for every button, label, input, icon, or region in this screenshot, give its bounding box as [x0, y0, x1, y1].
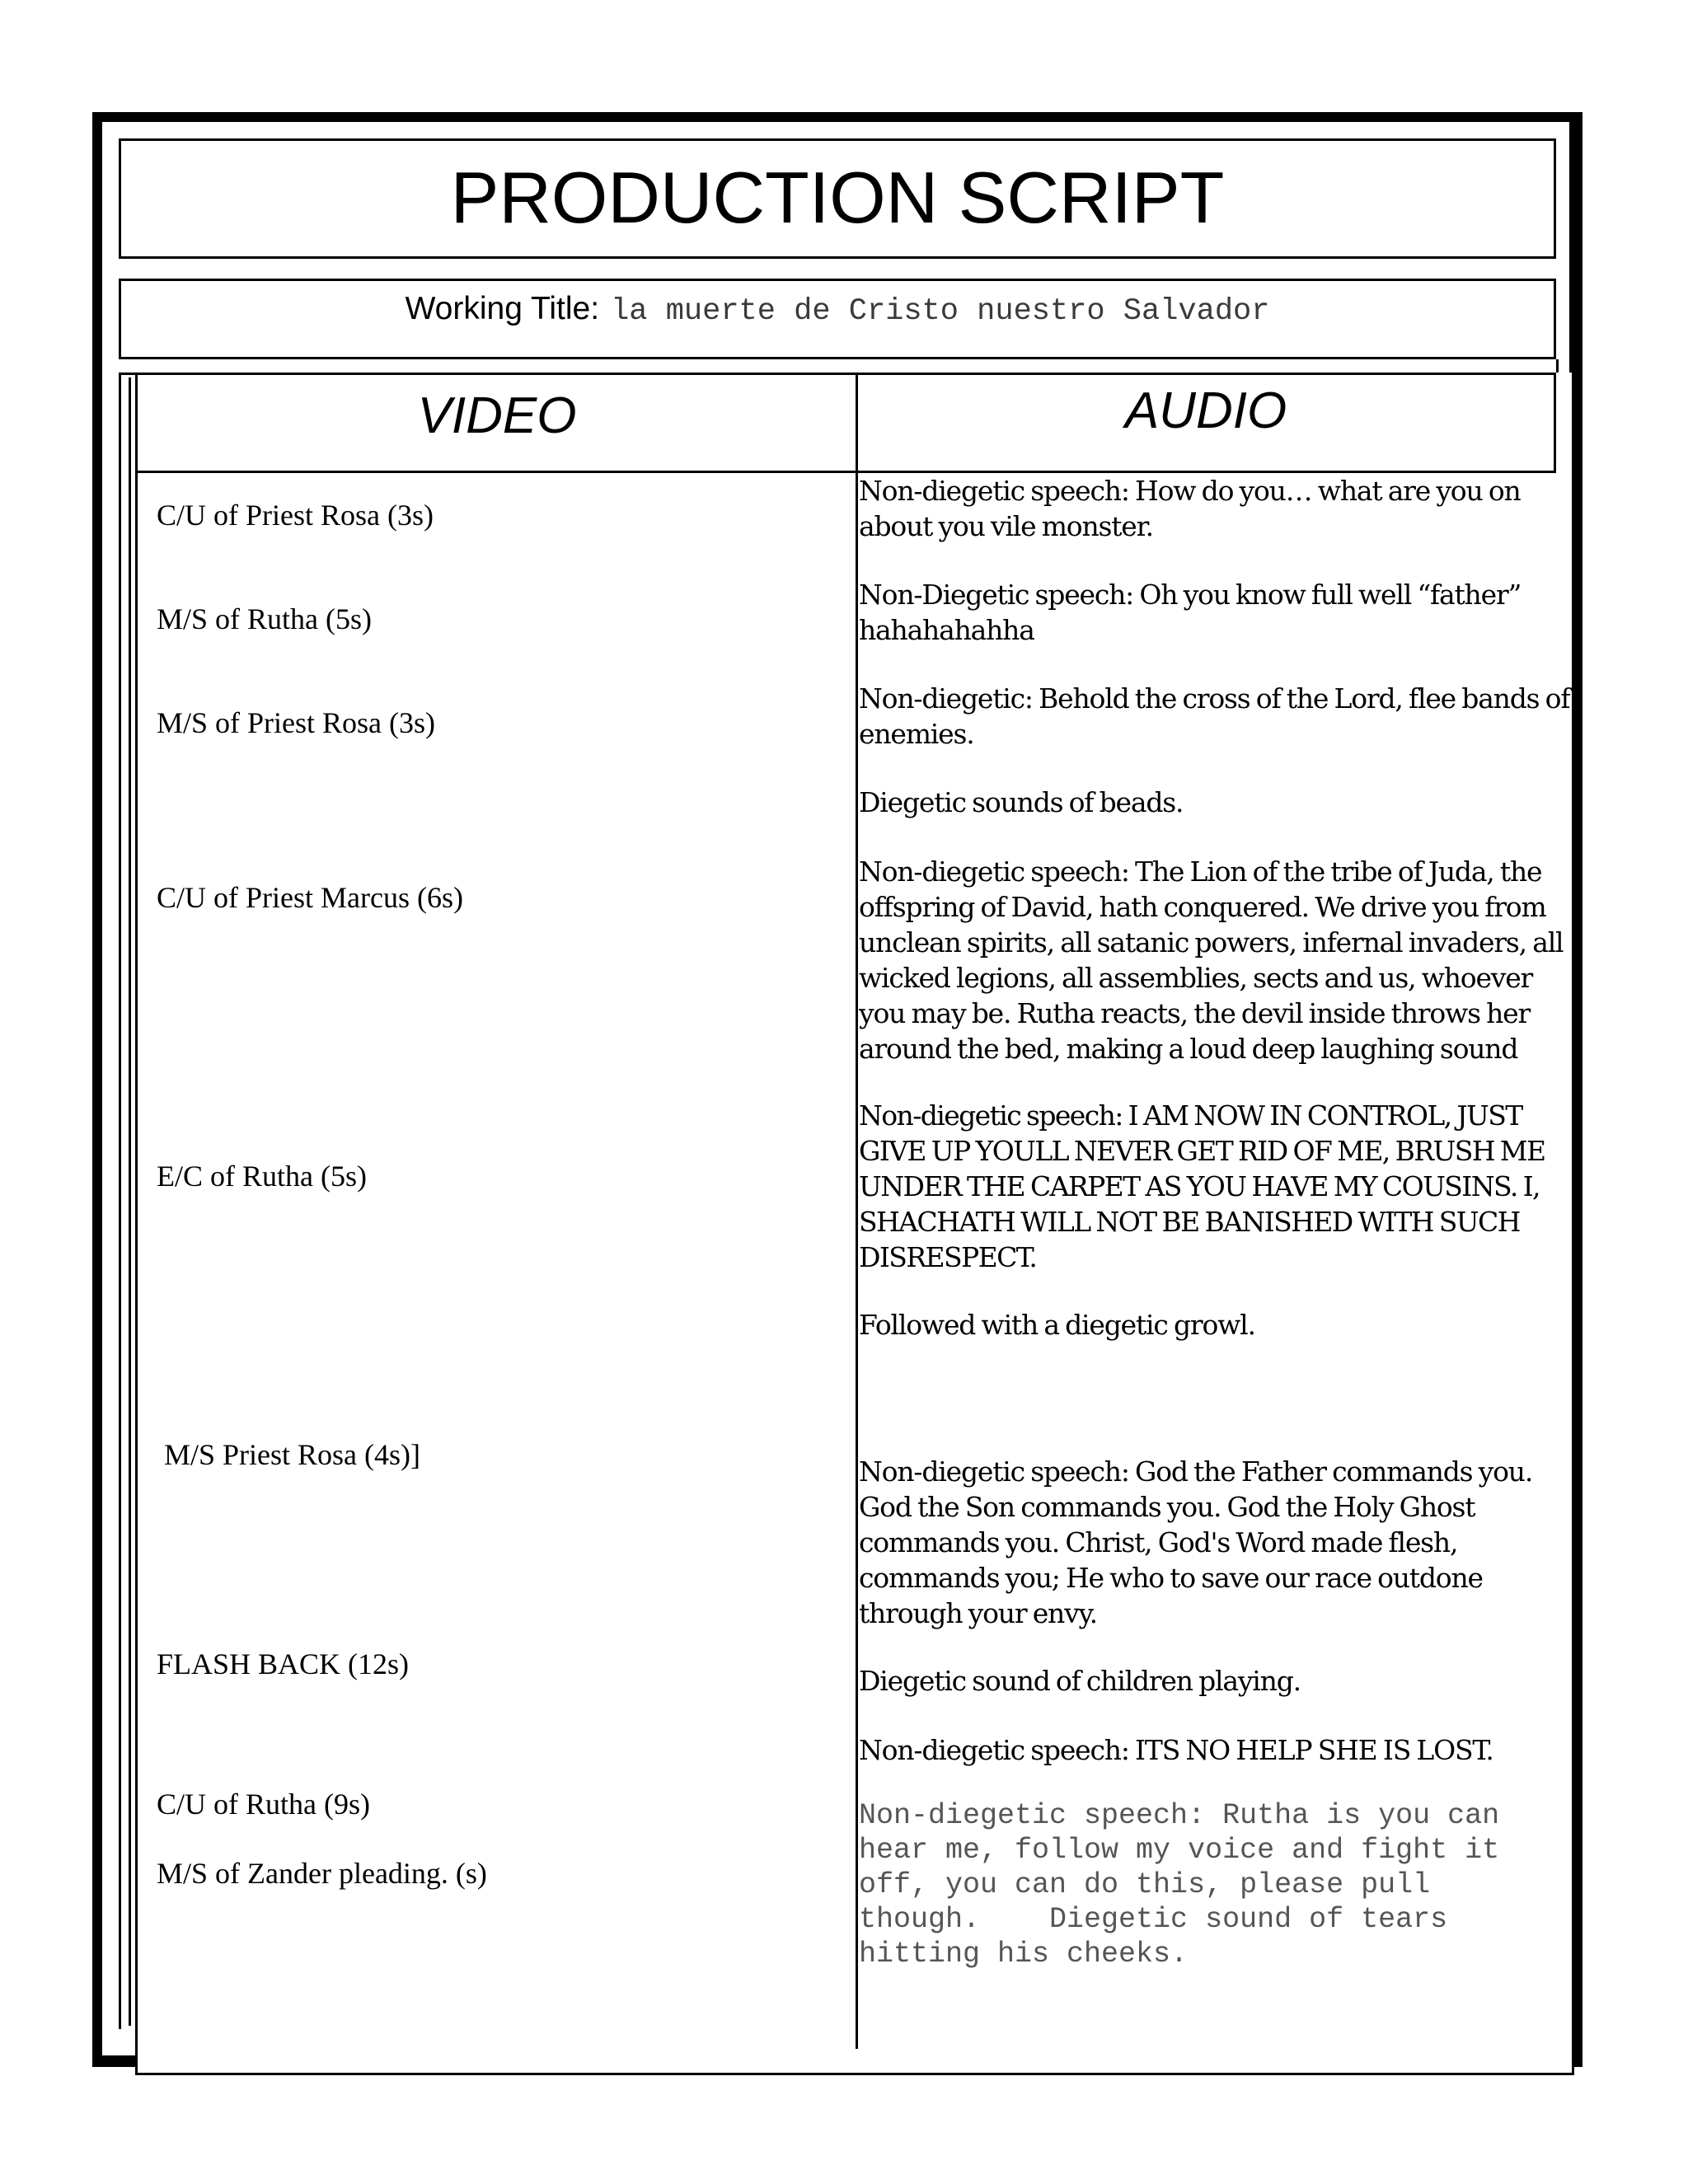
video-shot: C/U of Priest Marcus (6s): [157, 881, 463, 914]
video-shot: E/C of Rutha (5s): [157, 1160, 367, 1193]
working-title-row: [121, 291, 1554, 329]
video-shot: M/S Priest Rosa (4s)]: [164, 1438, 421, 1471]
audio-cue: Non-diegetic speech: How do you… what are you on about you vile monster.: [859, 475, 1521, 542]
audio-header-label: AUDIO: [1124, 382, 1287, 439]
video-shot: C/U of Rutha (9s): [157, 1788, 370, 1821]
audio-cue: Non-diegetic speech: Rutha is you can hear me, follow my voice and fight it off, you can do this, please pull though. Diegetic sound of tears hitting his cheeks.: [859, 1799, 1517, 1971]
audio-cue: Non-Diegetic speech: Oh you know full well “father” hahahahahha: [859, 579, 1522, 646]
audio-cue: Non-diegetic speech: I AM NOW IN CONTROL, JUST GIVE UP YOULL NEVER GET RID OF ME, BRUSH ME UNDER THE CARPET AS YOU HAVE MY COUSINS. I, SHACHATH WILL NOT BE BANISHED WITH SUCH DISRESPECT.: [859, 1099, 1545, 1273]
video-shot: C/U of Priest Rosa (3s): [157, 499, 434, 532]
title-box: [119, 138, 1556, 259]
table-shadow-left: [119, 373, 121, 2029]
column-divider: [856, 471, 858, 2049]
audio-cue: Non-diegetic speech: ITS NO HELP SHE IS LOST.: [859, 1734, 1493, 1766]
video-header-label: VIDEO: [417, 387, 577, 444]
video-shot: FLASH BACK (12s): [157, 1647, 410, 1680]
video-column-header: [135, 373, 859, 473]
audio-cue: Non-diegetic: Behold the cross of the Lord, flee bands of enemies.: [859, 682, 1570, 750]
audio-cue: Diegetic sound of children playing.: [859, 1665, 1301, 1697]
audio-cue: Followed with a diegetic growl.: [859, 1309, 1255, 1341]
video-shot: M/S of Priest Rosa (3s): [157, 706, 436, 739]
page-title: PRODUCTION SCRIPT: [450, 157, 1225, 238]
working-title-label: Working Title:: [405, 291, 600, 326]
audio-column-header: [856, 373, 1556, 473]
table-shadow-top: [119, 373, 137, 375]
video-shot: M/S of Rutha (5s): [157, 602, 372, 635]
audio-cue: Non-diegetic speech: The Lion of the tribe of Juda, the offspring of David, hath conquered. We drive you from unclean spirits, all satanic powers, infernal invaders, all wicked legions, all assemblies, sects and us, whoever you may be. Rutha reacts, the devil inside throws her around the bed, making a loud deep laughing sound: [859, 855, 1564, 1065]
working-title-box: [119, 279, 1556, 359]
working-title-value: la muerte de Cristo nuestro Salvador: [611, 294, 1270, 329]
table-shadow-left-inner: [129, 377, 131, 2026]
audio-cue: Non-diegetic speech: God the Father commands you. God the Son commands you. God the Holy Ghost commands you. Christ, God's Word made flesh, commands you; He who to save our race outdone through your envy.: [859, 1455, 1533, 1629]
audio-cue: Diegetic sounds of beads.: [859, 786, 1184, 818]
video-shot: M/S of Zander pleading. (s): [157, 1857, 487, 1890]
